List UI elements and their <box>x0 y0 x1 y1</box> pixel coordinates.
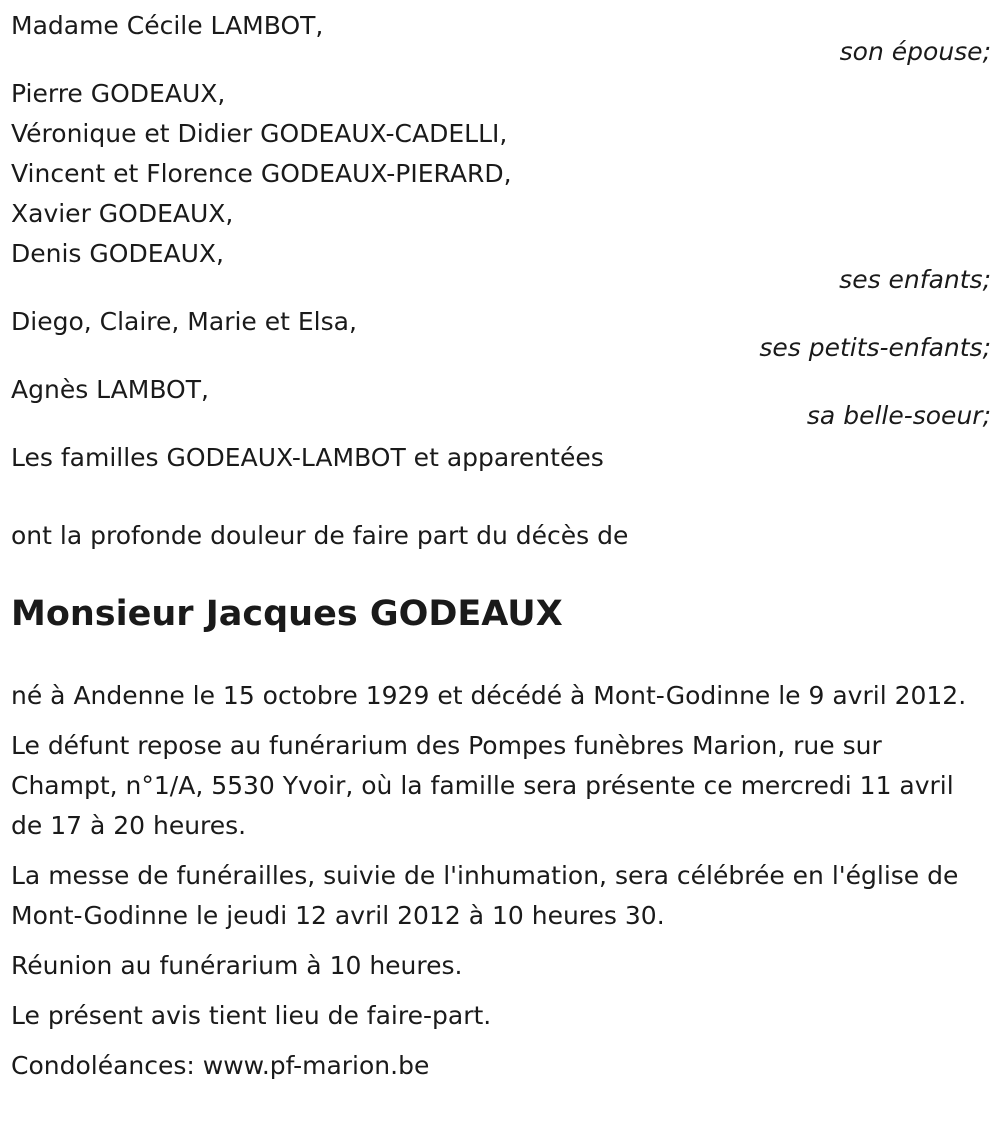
spouse-role: son épouse; <box>839 37 991 66</box>
grandchildren-block <box>11 302 991 365</box>
children-role: ses enfants; <box>839 265 991 294</box>
funeral-text: La messe de funérailles, suivie de l'inhumation, sera célébrée en l'église de Mont-Godinne le jeudi 12 avril 2012 à 10 heures 30. <box>11 861 959 930</box>
grandchildren-role: ses petits-enfants; <box>759 333 991 362</box>
child-name: Véronique et Didier GODEAUX-CADELLI, <box>11 119 508 148</box>
repose-text: Le défunt repose au funérarium des Pompes funèbres Marion, rue sur Champt, n°1/A, 5530 Yvoir, où la famille sera présente ce mercredi 11 avril de 17 à 20 heures. <box>11 731 954 840</box>
families-line: Les familles GODEAUX-LAMBOT et apparentées <box>11 443 604 472</box>
spouse-block <box>11 6 991 69</box>
announcement-text: ont la profonde douleur de faire part du décès de <box>11 521 629 550</box>
obituary-notice <box>11 6 991 1096</box>
sister-in-law-block <box>11 370 991 433</box>
birth-death-text: né à Andenne le 15 octobre 1929 et décédé à Mont-Godinne le 9 avril 2012. <box>11 681 967 710</box>
spouse-name: Madame Cécile LAMBOT, <box>11 11 324 40</box>
meeting-text: Réunion au funérarium à 10 heures. <box>11 951 463 980</box>
child-name: Denis GODEAUX, <box>11 239 224 268</box>
notice-text: Le présent avis tient lieu de faire-part. <box>11 1001 492 1030</box>
condolences-text: Condoléances: www.pf-marion.be <box>11 1051 430 1080</box>
sister-in-law-role: sa belle-soeur; <box>806 401 991 430</box>
sister-in-law-name: Agnès LAMBOT, <box>11 375 209 404</box>
child-name: Xavier GODEAUX, <box>11 199 234 228</box>
child-name: Pierre GODEAUX, <box>11 79 226 108</box>
children-block <box>11 74 991 297</box>
child-name: Vincent et Florence GODEAUX-PIERARD, <box>11 159 512 188</box>
grandchildren-names: Diego, Claire, Marie et Elsa, <box>11 307 357 336</box>
deceased-name: Monsieur Jacques GODEAUX <box>11 594 563 634</box>
